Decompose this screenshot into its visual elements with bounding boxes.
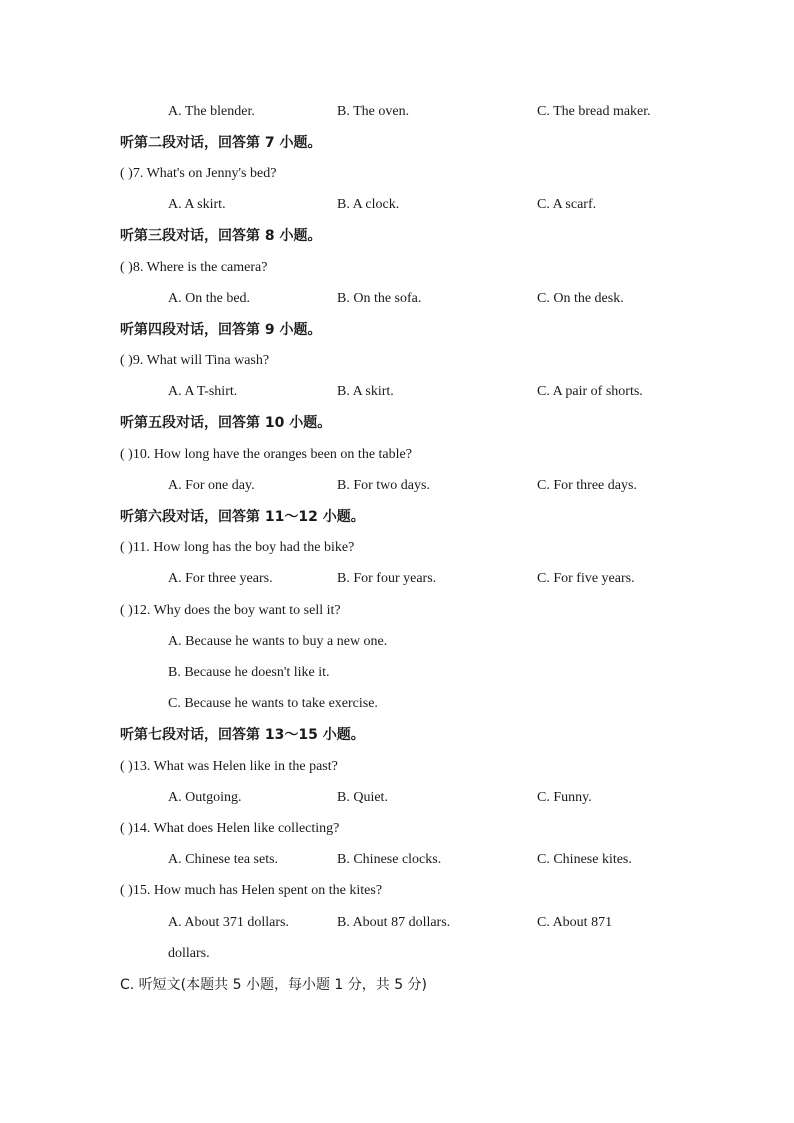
option-c[interactable]: C. Because he wants to take exercise. xyxy=(168,696,378,711)
q12-option-a-row xyxy=(0,630,794,654)
option-c[interactable]: C. Chinese kites. xyxy=(537,852,632,867)
q12-option-b-row xyxy=(0,661,794,685)
q14-options-row xyxy=(0,848,794,872)
question-7 xyxy=(0,162,794,186)
option-a[interactable]: A. About 371 dollars. xyxy=(168,915,289,930)
section-heading-text: 听第五段对话，回答第 10 小题。 xyxy=(120,415,332,431)
question-stem: ( )14. What does Helen like collecting? xyxy=(120,821,340,836)
question-8 xyxy=(0,256,794,280)
question-11 xyxy=(0,536,794,560)
section-heading-6 xyxy=(0,505,794,529)
section-heading-4 xyxy=(0,318,794,342)
question-12 xyxy=(0,599,794,623)
option-a[interactable]: A. Outgoing. xyxy=(168,790,242,805)
option-c[interactable]: C. The bread maker. xyxy=(537,104,651,119)
section-heading-5 xyxy=(0,411,794,435)
option-c[interactable]: C. For three days. xyxy=(537,478,637,493)
option-a[interactable]: A. The blender. xyxy=(168,104,255,119)
option-b[interactable]: B. The oven. xyxy=(337,104,410,119)
question-stem: ( )11. How long has the boy had the bike? xyxy=(120,540,355,555)
option-b[interactable]: B. Because he doesn't like it. xyxy=(168,665,330,680)
option-a[interactable]: A. Because he wants to buy a new one. xyxy=(168,634,388,649)
option-c[interactable]: C. A scarf. xyxy=(537,197,597,212)
option-c[interactable]: C. A pair of shorts. xyxy=(537,384,643,399)
question-10 xyxy=(0,443,794,467)
option-a[interactable]: A. For one day. xyxy=(168,478,255,493)
section-heading-2 xyxy=(0,131,794,155)
option-c[interactable]: C. On the desk. xyxy=(537,291,624,306)
question-stem: ( )13. What was Helen like in the past? xyxy=(120,759,338,774)
question-14 xyxy=(0,817,794,841)
option-b[interactable]: B. For four years. xyxy=(337,571,437,586)
question-stem: ( )10. How long have the oranges been on the table? xyxy=(120,447,412,462)
section-heading-text: 听第二段对话，回答第 7 小题。 xyxy=(120,135,322,151)
q11-options-row xyxy=(0,567,794,591)
q9-options-row xyxy=(0,380,794,404)
option-b[interactable]: B. Chinese clocks. xyxy=(337,852,442,867)
section-heading-text: 听第三段对话，回答第 8 小题。 xyxy=(120,228,322,244)
question-stem: ( )12. Why does the boy want to sell it? xyxy=(120,603,341,618)
option-c[interactable]: C. Funny. xyxy=(537,790,592,805)
question-stem: ( )9. What will Tina wash? xyxy=(120,353,270,368)
section-heading-7 xyxy=(0,723,794,747)
option-b[interactable]: B. A clock. xyxy=(337,197,400,212)
question-9 xyxy=(0,349,794,373)
option-b[interactable]: B. On the sofa. xyxy=(337,291,422,306)
section-c-heading xyxy=(0,973,794,997)
option-c[interactable]: C. For five years. xyxy=(537,571,635,586)
q12-option-c-row xyxy=(0,692,794,716)
option-b[interactable]: B. For two days. xyxy=(337,478,430,493)
q13-options-row xyxy=(0,786,794,810)
q15-option-c-continued xyxy=(0,942,794,966)
question-15 xyxy=(0,879,794,903)
option-a[interactable]: A. Chinese tea sets. xyxy=(168,852,279,867)
q7-options-row xyxy=(0,193,794,217)
q15-options-row xyxy=(0,911,794,935)
option-a[interactable]: A. A T-shirt. xyxy=(168,384,238,399)
section-heading-text: 听第四段对话，回答第 9 小题。 xyxy=(120,322,322,338)
section-heading-3 xyxy=(0,224,794,248)
question-13 xyxy=(0,755,794,779)
q10-options-row xyxy=(0,474,794,498)
option-c[interactable]: C. About 871 xyxy=(537,915,613,930)
question-stem: ( )7. What's on Jenny's bed? xyxy=(120,166,277,181)
q8-options-row xyxy=(0,287,794,311)
question-stem: ( )8. Where is the camera? xyxy=(120,260,268,275)
q6-options-row xyxy=(0,100,794,124)
question-stem: ( )15. How much has Helen spent on the kites? xyxy=(120,883,383,898)
option-a[interactable]: A. A skirt. xyxy=(168,197,226,212)
option-c-continued: dollars. xyxy=(168,946,210,961)
section-c-title: C. 听短文(本题共 5 小题，每小题 1 分，共 5 分) xyxy=(120,977,428,993)
option-b[interactable]: B. About 87 dollars. xyxy=(337,915,451,930)
section-heading-text: 听第六段对话，回答第 11～12 小题。 xyxy=(120,509,365,525)
option-b[interactable]: B. Quiet. xyxy=(337,790,388,805)
section-heading-text: 听第七段对话，回答第 13～15 小题。 xyxy=(120,727,365,743)
option-a[interactable]: A. For three years. xyxy=(168,571,273,586)
option-b[interactable]: B. A skirt. xyxy=(337,384,394,399)
option-a[interactable]: A. On the bed. xyxy=(168,291,251,306)
